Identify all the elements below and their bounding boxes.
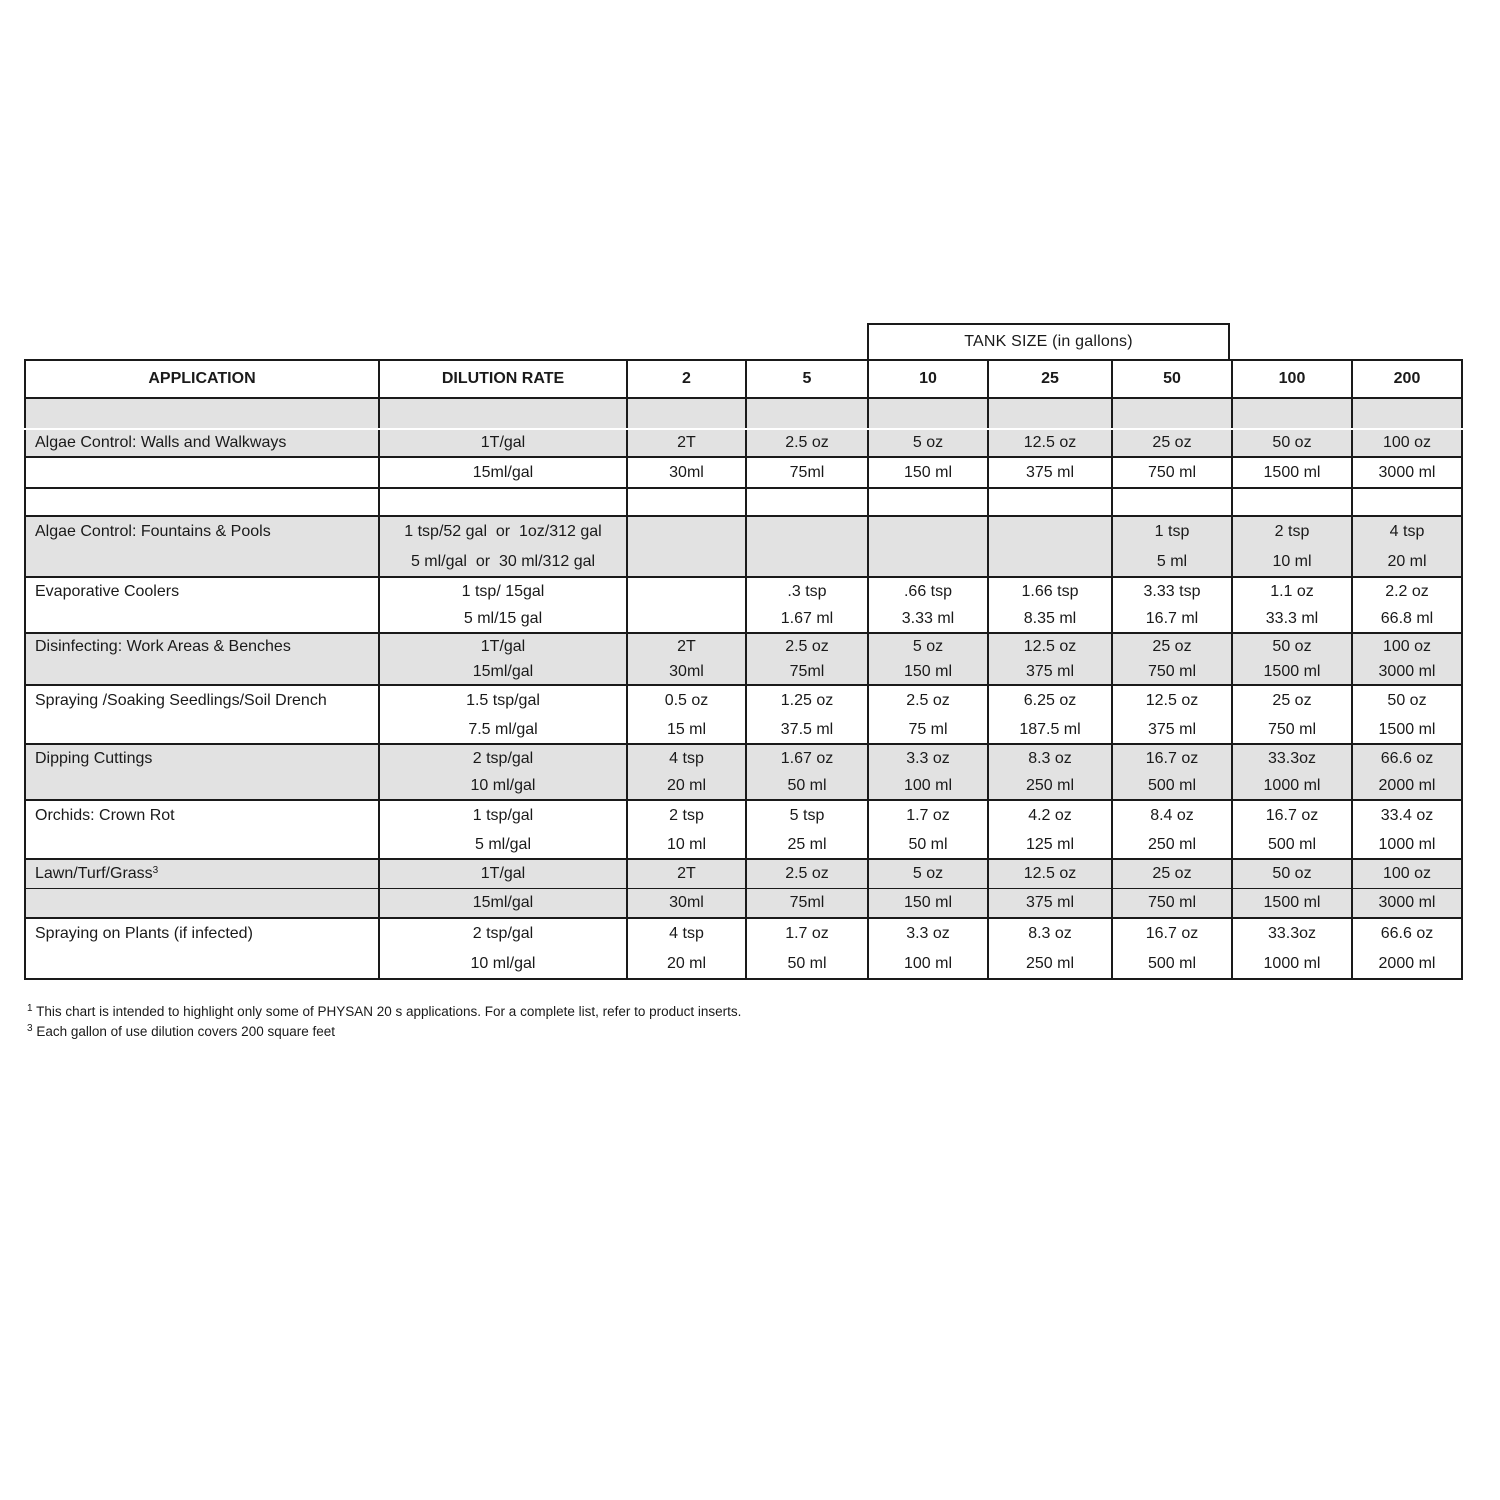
amount-cell-tank-100: 2 tsp — [1232, 516, 1352, 547]
amount-cell-tank-2: 2T — [627, 429, 746, 457]
application-cell — [25, 918, 379, 949]
amount-cell-tank-50: 25 oz — [1112, 633, 1232, 660]
amount-cell-tank-50: 375 ml — [1112, 716, 1232, 744]
amount-cell-tank-100: 33.3oz — [1232, 918, 1352, 949]
amount-cell-tank-2 — [627, 516, 746, 547]
amount-cell-tank-25 — [988, 398, 1112, 429]
amount-cell-tank-2: 30ml — [627, 660, 746, 685]
footnotes — [27, 1002, 741, 1042]
amount-cell-tank-5: .3 tsp — [746, 577, 868, 605]
dilution-rate-cell: 5 ml/gal — [379, 831, 627, 859]
amount-cell-tank-10: 5 oz — [868, 859, 988, 888]
application-label: Dipping Cuttings — [35, 749, 153, 767]
amount-cell-tank-200: 3000 ml — [1352, 660, 1462, 685]
application-cell — [25, 398, 379, 429]
amount-cell-tank-200: 2.2 oz — [1352, 577, 1462, 605]
dilution-rate-cell — [379, 398, 627, 429]
dilution-rate-cell: 2 tsp/gal — [379, 744, 627, 772]
dilution-rate-cell: 15ml/gal — [379, 457, 627, 488]
amount-cell-tank-10: 3.3 oz — [868, 744, 988, 772]
amount-cell-tank-25: 187.5 ml — [988, 716, 1112, 744]
dilution-rate-cell — [379, 488, 627, 516]
table-row — [25, 716, 1462, 744]
dilution-rate-cell: 1T/gal — [379, 859, 627, 888]
amount-cell-tank-5: 1.67 oz — [746, 744, 868, 772]
amount-cell-tank-200: 66.6 oz — [1352, 744, 1462, 772]
amount-cell-tank-50: 16.7 ml — [1112, 605, 1232, 633]
amount-cell-tank-100: 33.3oz — [1232, 744, 1352, 772]
amount-cell-tank-2 — [627, 577, 746, 605]
amount-cell-tank-2: 30ml — [627, 888, 746, 918]
column-header-dilution-rate: DILUTION RATE — [379, 360, 627, 398]
amount-cell-tank-2: 10 ml — [627, 831, 746, 859]
dilution-rate-cell: 7.5 ml/gal — [379, 716, 627, 744]
column-header-tank-2: 2 — [627, 360, 746, 398]
amount-cell-tank-200: 100 oz — [1352, 859, 1462, 888]
amount-cell-tank-50: 16.7 oz — [1112, 744, 1232, 772]
dilution-table — [24, 359, 1463, 980]
table-row — [25, 918, 1462, 949]
amount-cell-tank-2: 15 ml — [627, 716, 746, 744]
amount-cell-tank-100: 500 ml — [1232, 831, 1352, 859]
amount-cell-tank-2: 20 ml — [627, 949, 746, 979]
amount-cell-tank-50: 750 ml — [1112, 888, 1232, 918]
application-label: Spraying on Plants (if infected) — [35, 925, 253, 942]
amount-cell-tank-25: 12.5 oz — [988, 633, 1112, 660]
application-cell — [25, 831, 379, 859]
amount-cell-tank-5: 1.25 oz — [746, 685, 868, 716]
amount-cell-tank-5: 1.67 ml — [746, 605, 868, 633]
amount-cell-tank-25: 375 ml — [988, 660, 1112, 685]
application-label: Algae Control: Walls and Walkways — [35, 434, 287, 451]
amount-cell-tank-50: 750 ml — [1112, 660, 1232, 685]
application-cell — [25, 888, 379, 918]
table-row — [25, 398, 1462, 429]
amount-cell-tank-2: 4 tsp — [627, 918, 746, 949]
amount-cell-tank-50: 3.33 tsp — [1112, 577, 1232, 605]
table-row — [25, 457, 1462, 488]
amount-cell-tank-2: 4 tsp — [627, 744, 746, 772]
amount-cell-tank-200: 1000 ml — [1352, 831, 1462, 859]
amount-cell-tank-2: 2T — [627, 859, 746, 888]
amount-cell-tank-25: 250 ml — [988, 772, 1112, 800]
amount-cell-tank-2: 30ml — [627, 457, 746, 488]
amount-cell-tank-10 — [868, 488, 988, 516]
amount-cell-tank-25: 8.3 oz — [988, 744, 1112, 772]
table-row — [25, 859, 1462, 888]
amount-cell-tank-5: 5 tsp — [746, 800, 868, 831]
amount-cell-tank-5: 75ml — [746, 457, 868, 488]
application-label: Spraying /Soaking Seedlings/Soil Drench — [35, 692, 327, 709]
amount-cell-tank-50: 250 ml — [1112, 831, 1232, 859]
amount-cell-tank-100: 16.7 oz — [1232, 800, 1352, 831]
amount-cell-tank-25: 375 ml — [988, 888, 1112, 918]
amount-cell-tank-100: 1.1 oz — [1232, 577, 1352, 605]
amount-cell-tank-10: 1.7 oz — [868, 800, 988, 831]
footnote-mark: 3 — [27, 1023, 33, 1034]
amount-cell-tank-25: 6.25 oz — [988, 685, 1112, 716]
dilution-rate-cell: 1 tsp/gal — [379, 800, 627, 831]
amount-cell-tank-50: 25 oz — [1112, 429, 1232, 457]
application-cell — [25, 685, 379, 716]
amount-cell-tank-10: 150 ml — [868, 888, 988, 918]
dilution-rate-cell: 10 ml/gal — [379, 772, 627, 800]
amount-cell-tank-100: 50 oz — [1232, 633, 1352, 660]
tank-size-group-header: TANK SIZE (in gallons) — [867, 323, 1230, 359]
amount-cell-tank-2: 0.5 oz — [627, 685, 746, 716]
amount-cell-tank-2: 2T — [627, 633, 746, 660]
table-row — [25, 744, 1462, 772]
amount-cell-tank-100: 50 oz — [1232, 429, 1352, 457]
amount-cell-tank-25 — [988, 547, 1112, 577]
amount-cell-tank-100: 1000 ml — [1232, 772, 1352, 800]
dilution-rate-cell: 15ml/gal — [379, 888, 627, 918]
amount-cell-tank-5 — [746, 488, 868, 516]
amount-cell-tank-10: 150 ml — [868, 457, 988, 488]
amount-cell-tank-25: 125 ml — [988, 831, 1112, 859]
application-cell — [25, 949, 379, 979]
amount-cell-tank-10: 150 ml — [868, 660, 988, 685]
amount-cell-tank-5: 2.5 oz — [746, 859, 868, 888]
amount-cell-tank-5: 50 ml — [746, 772, 868, 800]
amount-cell-tank-100 — [1232, 398, 1352, 429]
application-cell — [25, 547, 379, 577]
amount-cell-tank-200: 100 oz — [1352, 633, 1462, 660]
application-cell — [25, 800, 379, 831]
amount-cell-tank-10 — [868, 516, 988, 547]
footnote — [27, 1022, 741, 1042]
amount-cell-tank-100: 33.3 ml — [1232, 605, 1352, 633]
table-row — [25, 429, 1462, 457]
application-label: Lawn/Turf/Grass — [35, 864, 153, 882]
amount-cell-tank-100: 750 ml — [1232, 716, 1352, 744]
amount-cell-tank-2 — [627, 605, 746, 633]
amount-cell-tank-100: 10 ml — [1232, 547, 1352, 577]
amount-cell-tank-25: 12.5 oz — [988, 429, 1112, 457]
application-label: Algae Control: Fountains & Pools — [35, 523, 271, 540]
amount-cell-tank-25: 250 ml — [988, 949, 1112, 979]
amount-cell-tank-25: 12.5 oz — [988, 859, 1112, 888]
amount-cell-tank-100: 1500 ml — [1232, 660, 1352, 685]
footnote-text: Each gallon of use dilution covers 200 square feet — [32, 1024, 336, 1039]
table-row — [25, 633, 1462, 660]
application-cell — [25, 488, 379, 516]
amount-cell-tank-10: 5 oz — [868, 633, 988, 660]
column-header-tank-200: 200 — [1352, 360, 1462, 398]
table-row — [25, 605, 1462, 633]
amount-cell-tank-10: 75 ml — [868, 716, 988, 744]
amount-cell-tank-200: 20 ml — [1352, 547, 1462, 577]
amount-cell-tank-2 — [627, 547, 746, 577]
column-header-tank-10: 10 — [868, 360, 988, 398]
amount-cell-tank-5: 25 ml — [746, 831, 868, 859]
amount-cell-tank-50: 16.7 oz — [1112, 918, 1232, 949]
dilution-rate-cell: 1T/gal — [379, 429, 627, 457]
dilution-rate-cell: 1T/gal — [379, 633, 627, 660]
amount-cell-tank-50: 25 oz — [1112, 859, 1232, 888]
amount-cell-tank-5: 37.5 ml — [746, 716, 868, 744]
dilution-rate-cell: 5 ml/gal or 30 ml/312 gal — [379, 547, 627, 577]
amount-cell-tank-100: 1500 ml — [1232, 888, 1352, 918]
amount-cell-tank-10: 100 ml — [868, 949, 988, 979]
amount-cell-tank-200 — [1352, 398, 1462, 429]
column-header-application: APPLICATION — [25, 360, 379, 398]
application-cell — [25, 859, 379, 888]
amount-cell-tank-200: 33.4 oz — [1352, 800, 1462, 831]
table-row — [25, 547, 1462, 577]
amount-cell-tank-200: 4 tsp — [1352, 516, 1462, 547]
dilution-rate-cell: 15ml/gal — [379, 660, 627, 685]
amount-cell-tank-50: 500 ml — [1112, 949, 1232, 979]
application-label: Disinfecting: Work Areas & Benches — [35, 638, 291, 655]
footnote — [27, 1002, 741, 1022]
amount-cell-tank-2: 20 ml — [627, 772, 746, 800]
amount-cell-tank-50: 12.5 oz — [1112, 685, 1232, 716]
amount-cell-tank-25: 4.2 oz — [988, 800, 1112, 831]
column-header-tank-25: 25 — [988, 360, 1112, 398]
amount-cell-tank-5 — [746, 516, 868, 547]
dilution-rate-cell: 1.5 tsp/gal — [379, 685, 627, 716]
column-header-tank-5: 5 — [746, 360, 868, 398]
amount-cell-tank-10: 3.3 oz — [868, 918, 988, 949]
amount-cell-tank-10: 3.33 ml — [868, 605, 988, 633]
amount-cell-tank-25 — [988, 516, 1112, 547]
table-row — [25, 660, 1462, 685]
amount-cell-tank-200: 100 oz — [1352, 429, 1462, 457]
application-cell — [25, 429, 379, 457]
table-row — [25, 685, 1462, 716]
amount-cell-tank-5: 1.7 oz — [746, 918, 868, 949]
amount-cell-tank-25: 375 ml — [988, 457, 1112, 488]
amount-cell-tank-50: 500 ml — [1112, 772, 1232, 800]
application-cell — [25, 633, 379, 660]
amount-cell-tank-50: 8.4 oz — [1112, 800, 1232, 831]
amount-cell-tank-200: 3000 ml — [1352, 457, 1462, 488]
amount-cell-tank-25: 8.35 ml — [988, 605, 1112, 633]
column-header-tank-50: 50 — [1112, 360, 1232, 398]
application-cell — [25, 772, 379, 800]
application-label: Evaporative Coolers — [35, 582, 180, 600]
table-row — [25, 577, 1462, 605]
dilution-rate-cell: 10 ml/gal — [379, 949, 627, 979]
amount-cell-tank-5: 2.5 oz — [746, 633, 868, 660]
amount-cell-tank-2: 2 tsp — [627, 800, 746, 831]
application-cell — [25, 457, 379, 488]
footnote-mark: 1 — [27, 1003, 33, 1014]
dilution-rate-cell: 1 tsp/ 15gal — [379, 577, 627, 605]
amount-cell-tank-50 — [1112, 488, 1232, 516]
amount-cell-tank-100 — [1232, 488, 1352, 516]
table-row — [25, 488, 1462, 516]
dilution-rate-cell: 5 ml/15 gal — [379, 605, 627, 633]
amount-cell-tank-10: 50 ml — [868, 831, 988, 859]
amount-cell-tank-25: 8.3 oz — [988, 918, 1112, 949]
amount-cell-tank-200: 1500 ml — [1352, 716, 1462, 744]
amount-cell-tank-50: 5 ml — [1112, 547, 1232, 577]
table-row — [25, 949, 1462, 979]
amount-cell-tank-200: 3000 ml — [1352, 888, 1462, 918]
amount-cell-tank-100: 1000 ml — [1232, 949, 1352, 979]
amount-cell-tank-25: 1.66 tsp — [988, 577, 1112, 605]
application-cell — [25, 577, 379, 605]
column-header-tank-100: 100 — [1232, 360, 1352, 398]
amount-cell-tank-100: 25 oz — [1232, 685, 1352, 716]
amount-cell-tank-200 — [1352, 488, 1462, 516]
amount-cell-tank-100: 50 oz — [1232, 859, 1352, 888]
amount-cell-tank-200: 50 oz — [1352, 685, 1462, 716]
amount-cell-tank-5: 2.5 oz — [746, 429, 868, 457]
amount-cell-tank-5 — [746, 547, 868, 577]
application-label: Orchids: Crown Rot — [35, 807, 175, 824]
amount-cell-tank-100: 1500 ml — [1232, 457, 1352, 488]
application-cell — [25, 605, 379, 633]
application-cell — [25, 744, 379, 772]
application-cell — [25, 716, 379, 744]
footnote-ref: 3 — [152, 864, 159, 876]
dilution-rate-cell: 1 tsp/52 gal or 1oz/312 gal — [379, 516, 627, 547]
table-row — [25, 831, 1462, 859]
footnote-text: This chart is intended to highlight only some of PHYSAN 20 s applications. For a complete list, refer to product inserts. — [32, 1004, 742, 1019]
amount-cell-tank-50 — [1112, 398, 1232, 429]
application-cell — [25, 516, 379, 547]
amount-cell-tank-200: 2000 ml — [1352, 949, 1462, 979]
amount-cell-tank-10 — [868, 547, 988, 577]
amount-cell-tank-10: 2.5 oz — [868, 685, 988, 716]
amount-cell-tank-5: 50 ml — [746, 949, 868, 979]
amount-cell-tank-10 — [868, 398, 988, 429]
amount-cell-tank-50: 1 tsp — [1112, 516, 1232, 547]
amount-cell-tank-2 — [627, 398, 746, 429]
application-cell — [25, 660, 379, 685]
amount-cell-tank-200: 66.6 oz — [1352, 918, 1462, 949]
table-row — [25, 888, 1462, 918]
amount-cell-tank-10: 5 oz — [868, 429, 988, 457]
amount-cell-tank-200: 2000 ml — [1352, 772, 1462, 800]
amount-cell-tank-10: 100 ml — [868, 772, 988, 800]
amount-cell-tank-5: 75ml — [746, 888, 868, 918]
table-row — [25, 800, 1462, 831]
amount-cell-tank-25 — [988, 488, 1112, 516]
table-row — [25, 772, 1462, 800]
amount-cell-tank-5 — [746, 398, 868, 429]
amount-cell-tank-2 — [627, 488, 746, 516]
header-row — [25, 360, 1462, 398]
dilution-rate-cell: 2 tsp/gal — [379, 918, 627, 949]
amount-cell-tank-5: 75ml — [746, 660, 868, 685]
amount-cell-tank-200: 66.8 ml — [1352, 605, 1462, 633]
amount-cell-tank-10: .66 tsp — [868, 577, 988, 605]
table-row — [25, 516, 1462, 547]
amount-cell-tank-50: 750 ml — [1112, 457, 1232, 488]
